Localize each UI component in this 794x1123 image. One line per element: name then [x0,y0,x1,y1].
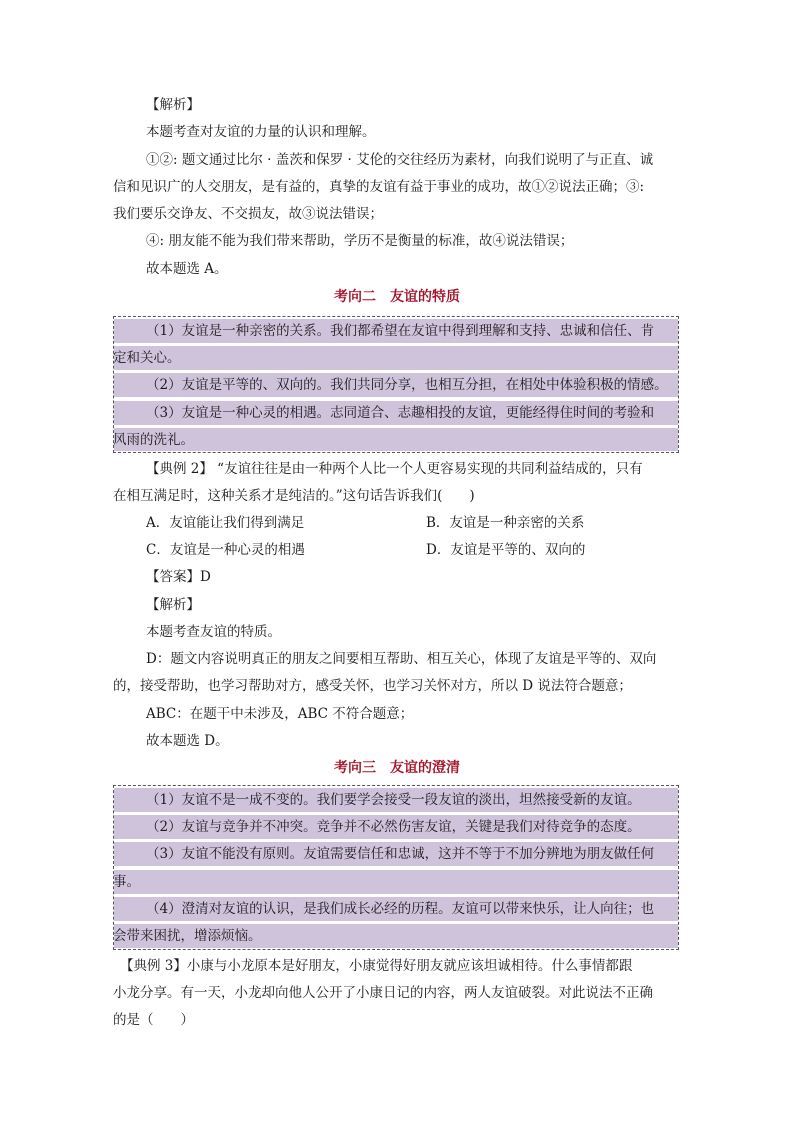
knowledge-point: （1）友谊是一种亲密的关系。我们都希望在友谊中得到理解和支持、忠诚和信任、肯 [146,323,655,339]
knowledge-point: （3）友谊不能没有原则。友谊需要信任和忠诚，这并不等于不加分辨地为朋友做任何 [146,846,655,862]
knowledge-point: 会带来困扰，增添烦恼。 [113,928,262,944]
option-c: C．友谊是一种心灵的相遇 [146,542,305,558]
example-question: 小龙分享。有一天，小龙却向他人公开了小康日记的内容，两人友谊破裂。对此说法不正确 [113,985,653,1001]
knowledge-point: （2）友谊是平等的、双向的。我们共同分享，也相互分担，在相处中体验积极的情感。 [146,377,668,393]
analysis-text: D：题文内容说明真正的朋友之间要相互帮助、相互关心，体现了友谊是平等的、双向 [146,651,657,667]
example-question: 的是（ ） [113,1012,194,1028]
analysis-conclusion: 故本题选 A。 [146,261,228,277]
analysis-text: ①②: 题文通过比尔 · 盖茨和保罗 · 艾伦的交往经历为素材，向我们说明了与正直、诚 [146,152,654,168]
analysis-text: 本题考查友谊的特质。 [146,624,281,640]
analysis-text: 本题考查对友谊的力量的认识和理解。 [146,124,376,140]
analysis-conclusion: 故本题选 D。 [146,733,229,749]
knowledge-point: （4）澄清对友谊的认识，是我们成长必经的历程。友谊可以带来快乐，让人向往；也 [146,901,655,917]
analysis-label: 【解析】 [146,597,200,613]
knowledge-point: （1）友谊不是一成不变的。我们要学会接受一段友谊的淡出，坦然接受新的友谊。 [146,792,641,808]
knowledge-point: （2）友谊与竞争并不冲突。竞争并不必然伤害友谊，关键是我们对待竞争的态度。 [146,819,641,835]
knowledge-box [113,785,679,950]
option-a: A．友谊能让我们得到满足 [146,515,305,531]
analysis-text: 信和见识广的人交朋友，是有益的，真挚的友谊有益于事业的成功，故①②说法正确；③: [113,179,645,195]
section-heading: 考向三 友谊的澄清 [334,760,460,776]
knowledge-point: （3）友谊是一种心灵的相遇。志同道合、志趣相投的友谊，更能经得住时间的考验和 [146,405,655,421]
analysis-text: ④: 朋友能不能为我们带来帮助，学历不是衡量的标准，故④说法错误； [146,233,574,249]
section-heading: 考向二 友谊的特质 [334,289,460,305]
example-question: 【典例 3】小康与小龙原本是好朋友，小康觉得好朋友就应该坦诚相待。什么事情都跟 [120,958,633,974]
knowledge-point: 定和关心。 [113,350,181,366]
analysis-text: 的，接受帮助，也学习帮助对方，感受关怀，也学习关怀对方，所以 D 说法符合题意； [113,678,632,694]
answer: 【答案】D [146,569,211,585]
analysis-label: 【解析】 [146,97,200,113]
analysis-text: 我们要乐交诤友、不交损友，故③说法错误； [113,206,383,222]
knowledge-point: 事。 [113,874,140,890]
example-question: 【典例 2】 “友谊往往是由一种两个人比一个人更容易实现的共同利益结成的，只有 [146,461,643,477]
option-d: D．友谊是平等的、双向的 [426,542,586,558]
knowledge-point: 风雨的洗礼。 [113,432,194,448]
example-question: 在相互满足时，这种关系才是纯洁的。”这句话告诉我们( ) [113,488,475,504]
analysis-text: ABC：在题干中未涉及，ABC 不符合题意； [146,706,414,722]
option-b: B．友谊是一种亲密的关系 [426,515,585,531]
